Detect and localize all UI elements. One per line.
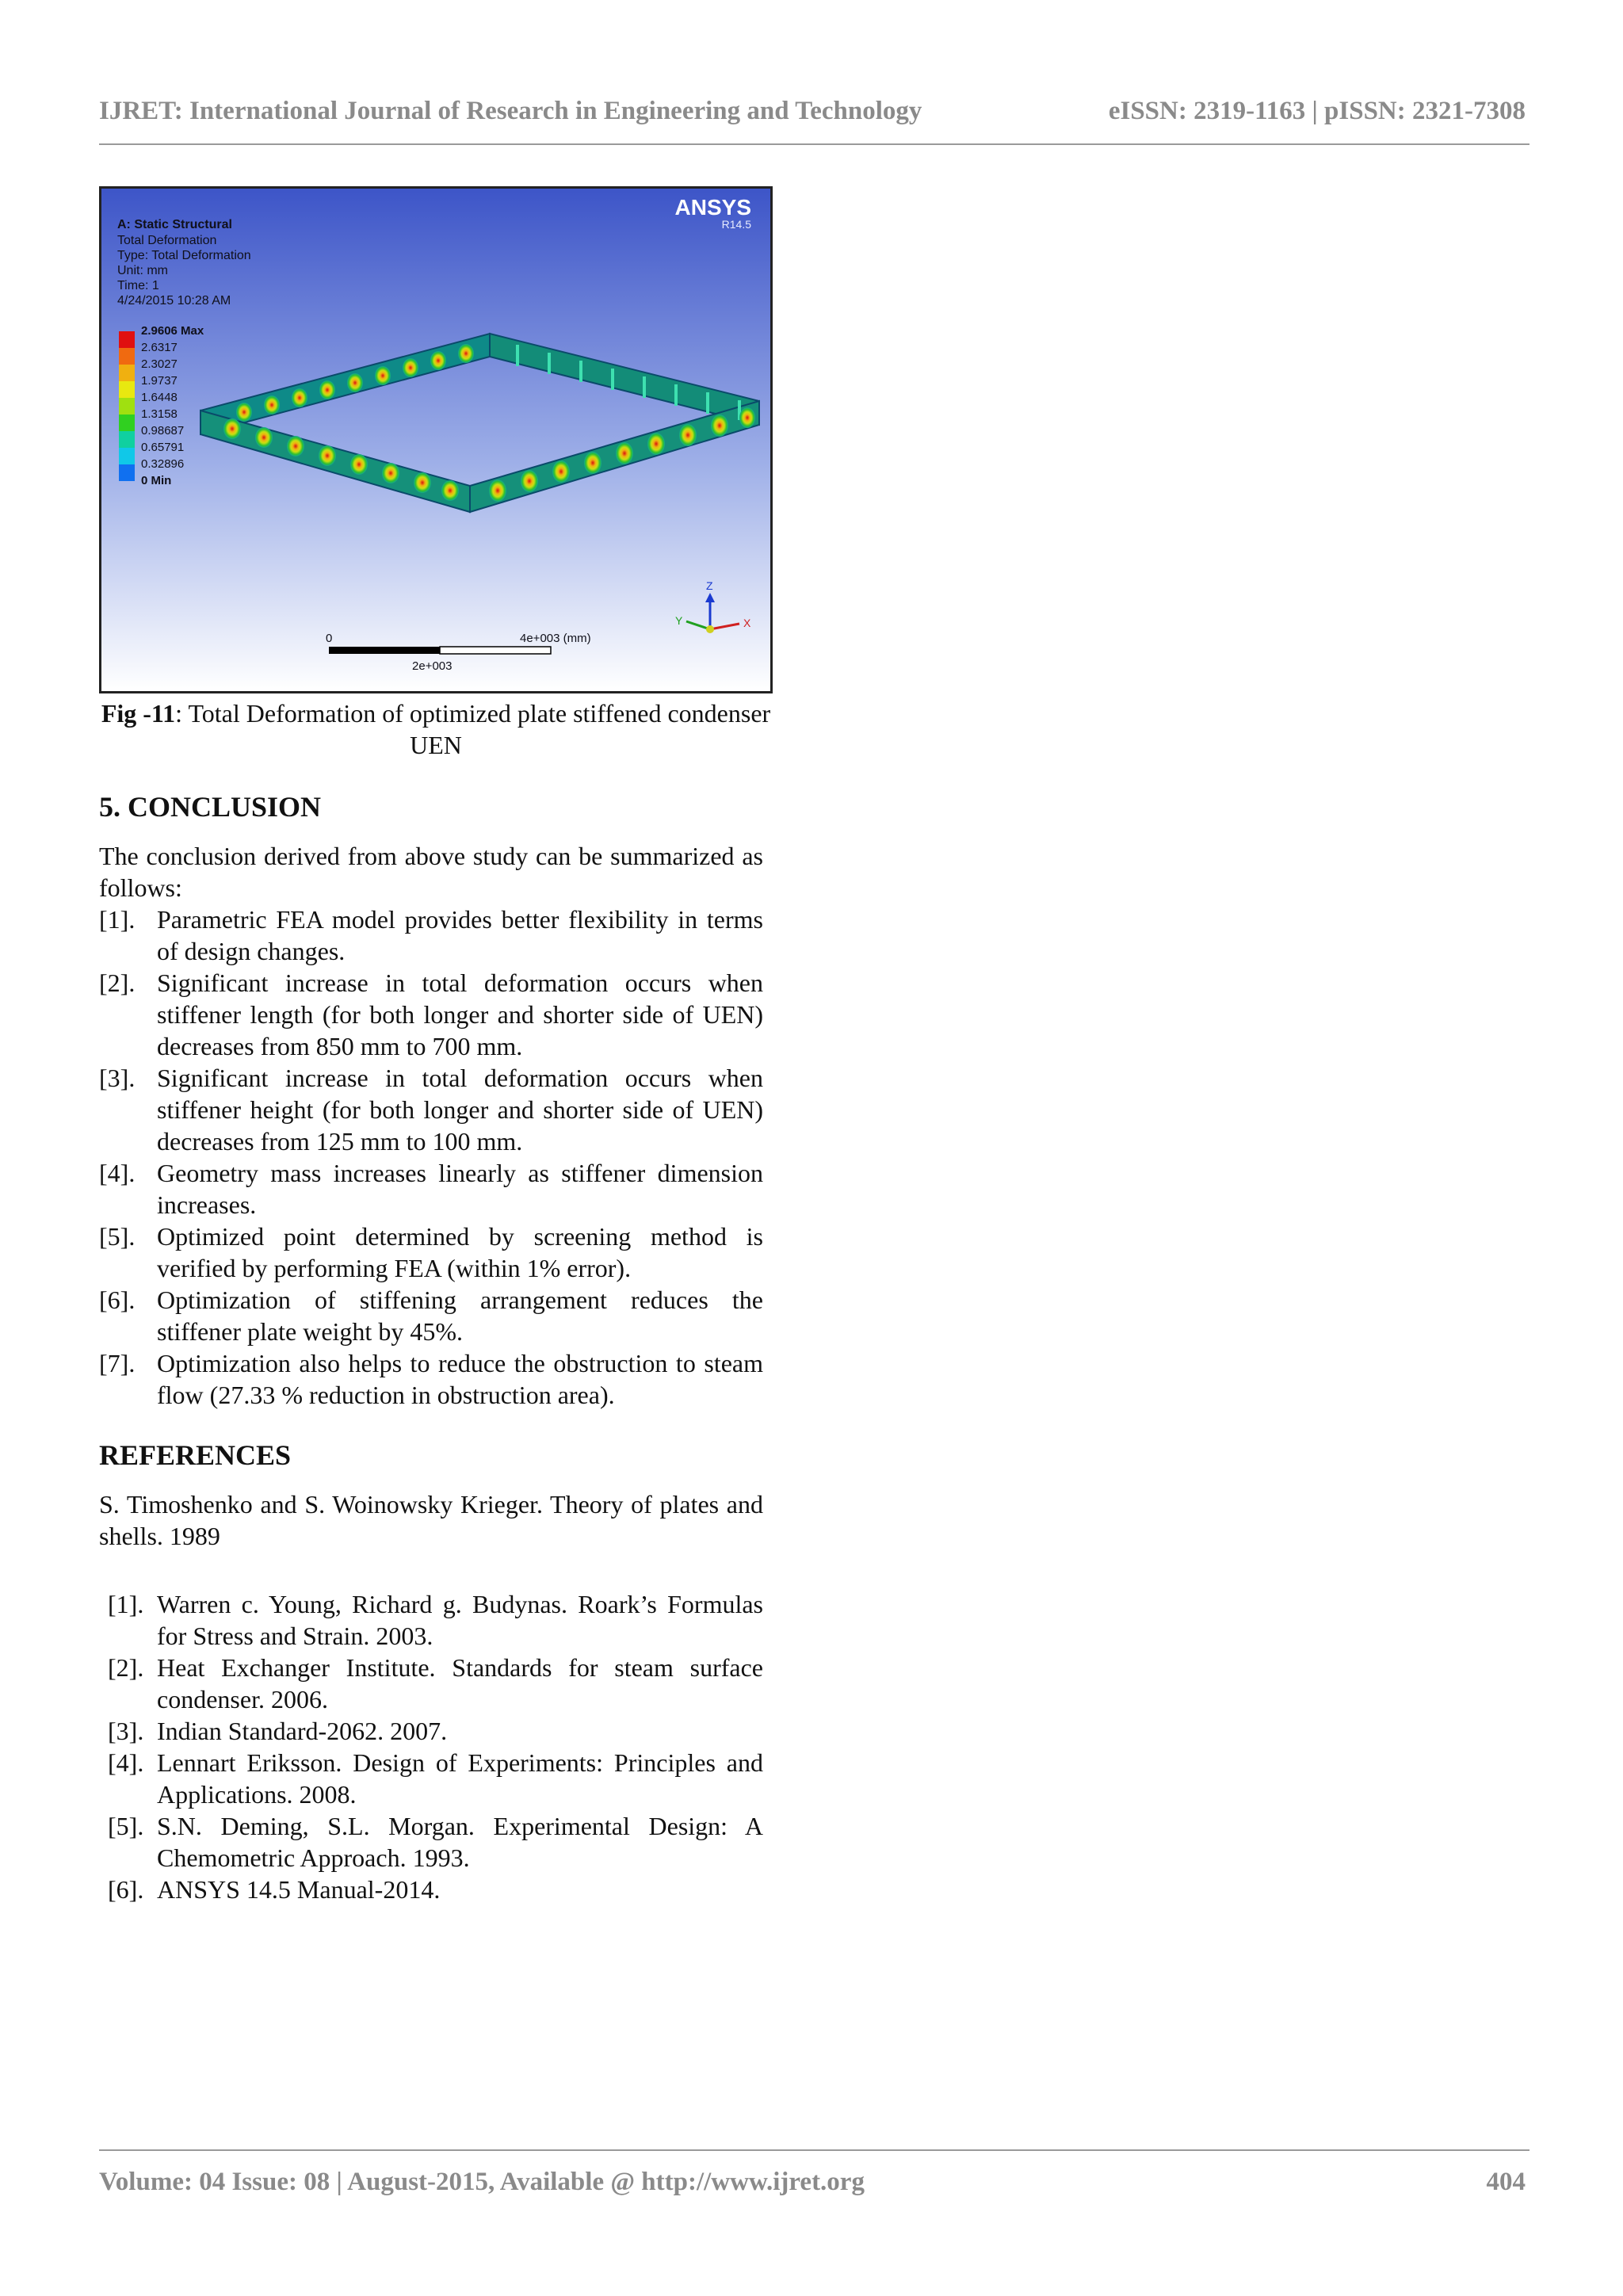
info-line-time: Time: 1 xyxy=(117,279,159,292)
list-item: [6]. Optimization of stiffening arrangement reduces the stiffener plate weight by 45%. xyxy=(99,1286,763,1346)
reference-first: S. Timoshenko and S. Woinowsky Krieger. Theory of plates and shells. 1989 xyxy=(99,1490,763,1550)
scale-bar xyxy=(329,647,551,654)
figure-ansys-deformation xyxy=(99,186,773,693)
list-item: [3]. Indian Standard-2062. 2007. xyxy=(108,1717,448,1745)
info-line-unit: Unit: mm xyxy=(117,264,168,277)
list-item: [1]. Parametric FEA model provides better flexibility in terms of design changes. xyxy=(99,905,763,965)
info-line-result: Total Deformation xyxy=(117,234,217,247)
legend-label: 2.3027 xyxy=(141,357,178,371)
list-item: [5]. S.N. Deming, S.L. Morgan. Experimental Design: A Chemometric Approach. 1993. xyxy=(108,1812,763,1872)
footer-volume: Volume: 04 Issue: 08 | August-2015, Available @ http://www.ijret.org xyxy=(99,2168,865,2196)
legend-label: 0.98687 xyxy=(141,424,185,437)
ansys-plot xyxy=(101,189,770,691)
ansys-brand: ANSYS xyxy=(674,195,751,220)
references-list xyxy=(99,1588,763,1905)
legend-label: 2.6317 xyxy=(141,341,178,354)
list-item: [6]. ANSYS 14.5 Manual-2014. xyxy=(108,1875,441,1904)
section-heading-references: REFERENCES xyxy=(99,1439,292,1471)
list-item: [7]. Optimization also helps to reduce the obstruction to steam flow (27.33 % reduction in obstruction area). xyxy=(99,1349,763,1409)
scale-mid-label: 2e+003 xyxy=(412,659,453,673)
issn-text: eISSN: 2319-1163 | pISSN: 2321-7308 xyxy=(1108,97,1526,125)
legend-label: 1.3158 xyxy=(141,407,178,421)
info-line-analysis: A: Static Structural xyxy=(117,218,232,231)
list-item: [1]. Warren c. Young, Richard g. Budynas. Roark’s Formulas for Stress and Strain. 2003. xyxy=(108,1590,763,1650)
legend-label-min: 0 Min xyxy=(141,474,172,487)
conclusion-list xyxy=(99,904,763,1411)
scale-start-label: 0 xyxy=(326,632,333,645)
axis-x-label: X xyxy=(743,617,751,629)
legend-label-max: 2.9606 Max xyxy=(141,324,204,338)
caption-text: : Total Deformation of optimized plate stiffened condenser UEN xyxy=(175,699,771,759)
info-line-type: Type: Total Deformation xyxy=(117,249,251,262)
list-item: [4]. Geometry mass increases linearly as stiffener dimension increases. xyxy=(99,1159,763,1219)
page-header xyxy=(99,97,1526,136)
page-footer xyxy=(99,2168,1526,2207)
figure-caption xyxy=(99,697,773,761)
caption-label: Fig -11 xyxy=(101,699,176,728)
legend-label: 0.65791 xyxy=(141,441,185,454)
footer-rule xyxy=(99,2149,1529,2151)
list-item: [3]. Significant increase in total deformation occurs when stiffener height (for both longer and shorter side of UEN) decreases from 125 mm to 100 mm. xyxy=(99,1064,763,1156)
list-item: [2]. Significant increase in total deformation occurs when stiffener length (for both longer and shorter side of UEN) decreases from 850 mm to 700 mm. xyxy=(99,968,763,1060)
page-number: 404 xyxy=(1486,2168,1526,2196)
section-heading-conclusion: 5. CONCLUSION xyxy=(99,791,322,823)
legend-label: 0.32896 xyxy=(141,457,185,471)
scale-end-label: 4e+003 (mm) xyxy=(520,632,591,645)
conclusion-intro: The conclusion derived from above study can be summarized as follows: xyxy=(99,842,763,902)
list-item: [5]. Optimized point determined by screening method is verified by performing FEA (within 1% error). xyxy=(99,1222,763,1282)
info-line-date: 4/24/2015 10:28 AM xyxy=(117,294,231,308)
ansys-version: R14.5 xyxy=(721,218,751,231)
list-item: [4]. Lennart Eriksson. Design of Experiments: Principles and Applications. 2008. xyxy=(108,1748,763,1809)
journal-title: IJRET: International Journal of Research in Engineering and Technology xyxy=(99,97,922,125)
header-rule xyxy=(99,143,1529,145)
legend-colorbar xyxy=(119,331,135,481)
axis-z-label: Z xyxy=(706,579,713,592)
axis-y-label: Y xyxy=(675,614,683,627)
legend-label: 1.9737 xyxy=(141,374,178,388)
list-item: [2]. Heat Exchanger Institute. Standards for steam surface condenser. 2006. xyxy=(108,1653,763,1713)
legend-label: 1.6448 xyxy=(141,391,178,404)
